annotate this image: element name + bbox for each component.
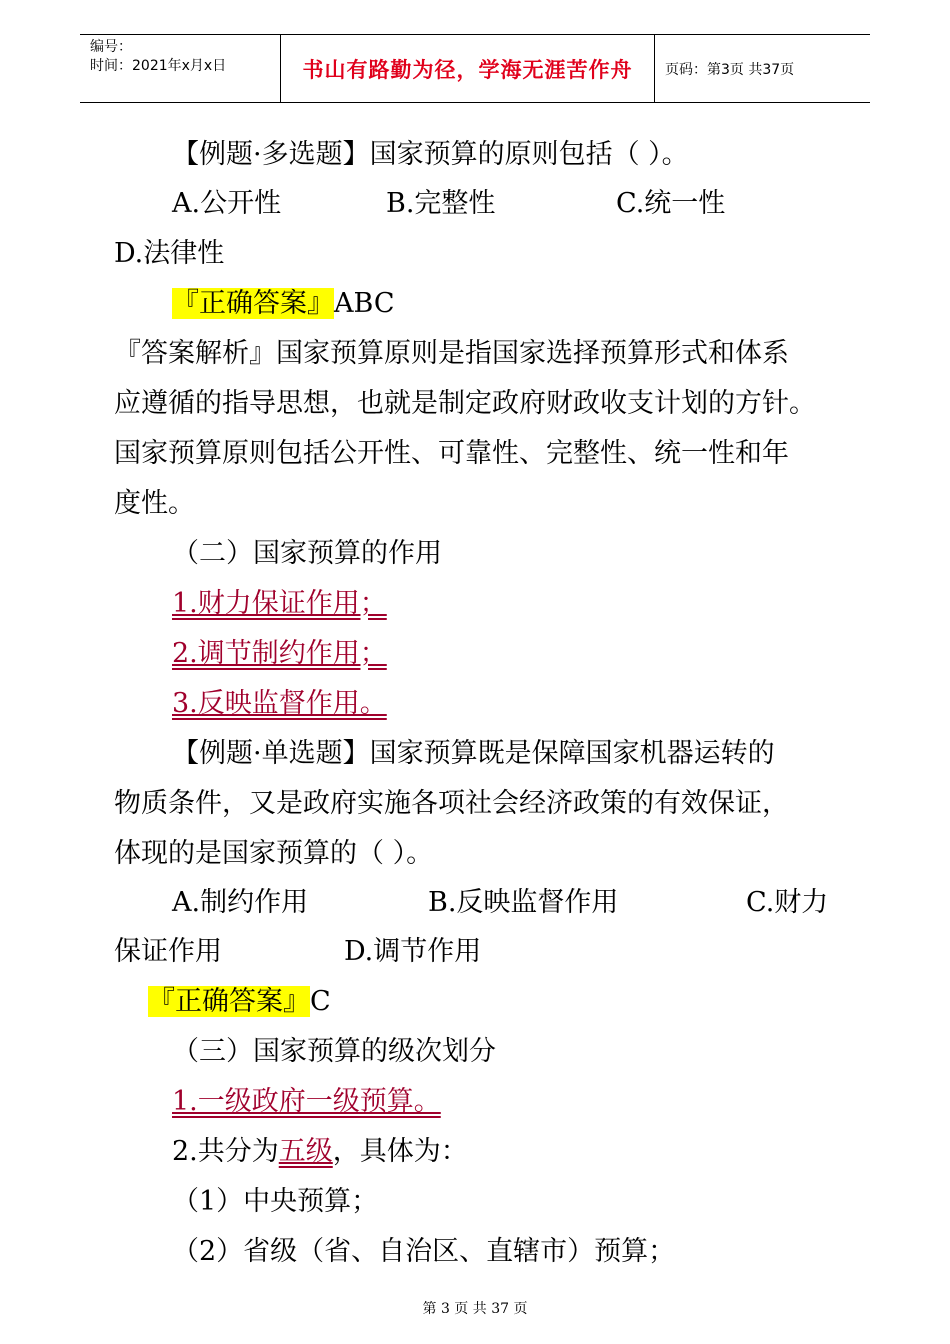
text-line xyxy=(172,737,775,771)
text-line xyxy=(616,187,725,221)
key-point-text: 1.一级政府一级预算。 xyxy=(172,1086,441,1117)
text-segment: D.调节作用 xyxy=(344,936,482,967)
text-line xyxy=(746,886,828,920)
text-line xyxy=(114,935,222,969)
text-segment: （二）国家预算的作用 xyxy=(172,538,442,569)
header-page-info: 页码：第3页 共37页 xyxy=(665,61,795,78)
text-line xyxy=(386,187,495,221)
number-label: 编号： xyxy=(90,39,132,55)
text-segment: A.制约作用 xyxy=(172,887,309,918)
text-line xyxy=(344,935,481,969)
text-line xyxy=(114,787,789,821)
text-segment: D.法律性 xyxy=(114,238,225,269)
text-segment: C.统一性 xyxy=(616,188,726,219)
key-point-text: 五级 xyxy=(278,1136,333,1167)
text-segment: 『答案解析』国家预算原则是指国家选择预算形式和体系 xyxy=(114,338,789,369)
text-segment: 保证作用 xyxy=(114,936,222,967)
text-line xyxy=(172,1035,496,1069)
text-segment: 应遵循的指导思想，也就是制定政府财政收支计划的方针。 xyxy=(114,388,816,419)
text-line xyxy=(172,138,689,172)
text-line xyxy=(114,437,789,471)
text-line xyxy=(428,886,618,920)
page-footer: 第 3 页 共 37 页 xyxy=(422,1301,528,1317)
header-meta xyxy=(80,35,281,102)
text-segment: A.公开性 xyxy=(172,188,282,219)
text-segment: C.财力 xyxy=(746,887,829,918)
text-segment: ，具体为： xyxy=(332,1136,468,1167)
text-segment: 物质条件，又是政府实施各项社会经济政策的有效保证， xyxy=(114,788,789,819)
text-line xyxy=(172,1185,378,1219)
text-segment: （1）中央预算； xyxy=(172,1186,379,1217)
text-segment: 【例题·多选题】国家预算的原则包括（ ）。 xyxy=(172,139,689,170)
text-segment: B.完整性 xyxy=(386,188,496,219)
text-line xyxy=(172,886,308,920)
text-line xyxy=(114,337,789,371)
header-motto: 书山有路勤为径，学海无涯苦作舟 xyxy=(281,35,655,102)
text-line xyxy=(172,187,281,221)
text-line xyxy=(172,287,395,321)
key-point-text: 2.调节制约作用； xyxy=(172,638,387,669)
key-point-text: 1.财力保证作用； xyxy=(172,588,387,619)
text-line xyxy=(148,985,331,1019)
text-segment: 2.共分为 xyxy=(172,1136,279,1167)
text-line xyxy=(172,687,387,721)
page-header xyxy=(80,34,870,103)
text-line xyxy=(172,537,442,571)
answer-label: 『正确答案』 xyxy=(172,288,334,319)
time-label: 时间：2021年x月x日 xyxy=(90,58,227,74)
text-line xyxy=(172,1085,441,1119)
text-line xyxy=(114,237,224,271)
text-segment: 【例题·单选题】国家预算既是保障国家机器运转的 xyxy=(172,738,775,769)
text-segment: （2）省级（省、自治区、直辖市）预算； xyxy=(172,1236,676,1267)
text-segment: 国家预算原则包括公开性、可靠性、完整性、统一性和年 xyxy=(114,438,789,469)
text-segment: 体现的是国家预算的（ ）。 xyxy=(114,838,434,869)
text-line xyxy=(172,1135,468,1169)
text-segment: B.反映监督作用 xyxy=(428,887,619,918)
text-line xyxy=(114,387,816,421)
text-segment: （三）国家预算的级次划分 xyxy=(172,1036,496,1067)
text-line xyxy=(172,1235,675,1269)
key-point-text: 3.反映监督作用。 xyxy=(172,688,387,719)
text-segment: C xyxy=(310,986,331,1017)
answer-label: 『正确答案』 xyxy=(148,986,310,1017)
text-line xyxy=(172,637,387,671)
text-line xyxy=(114,837,433,871)
text-line xyxy=(172,587,387,621)
text-line xyxy=(114,487,195,521)
text-segment: ABC xyxy=(334,288,395,319)
text-segment: 度性。 xyxy=(114,488,195,519)
